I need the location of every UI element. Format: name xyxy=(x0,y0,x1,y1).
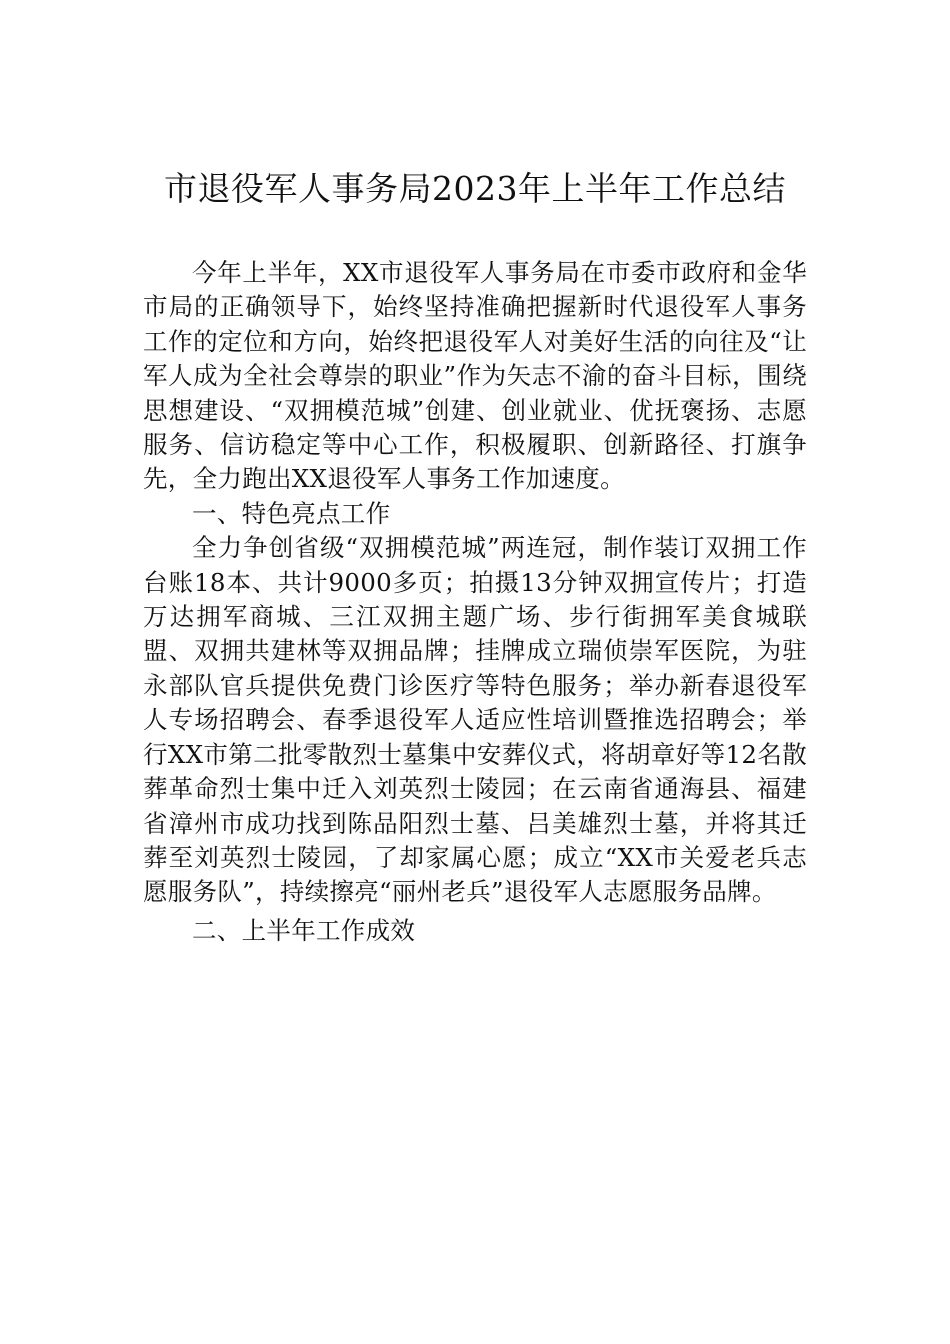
highlights-paragraph: 全力争创省级“双拥模范城”两连冠，制作装订双拥工作台账18本、共计9000多页；拍摄13分钟双拥宣传片；打造万达拥军商城、三江双拥主题广场、步行街拥军美食城联盟、双拥共建林等双拥品牌；挂牌成立瑞侦崇军医院，为驻永部队官兵提供免费门诊医疗等特色服务；举办新春退役军人专场招聘会、春季退役军人适应性培训暨推选招聘会；举行XX市第二批零散烈士墓集中安葬仪式，将胡章好等12名散葬革命烈士集中迁入刘英烈士陵园；在云南省通海县、福建省漳州市成功找到陈品阳烈士墓、吕美雄烈士墓，并将其迁葬至刘英烈士陵园，了却家属心愿；成立“XX市关爱老兵志愿服务队”，持续擦亮“丽州老兵”退役军人志愿服务品牌。 xyxy=(143,533,807,907)
document-title: 市退役军人事务局2023年上半年工作总结 xyxy=(164,169,786,208)
section-heading-results: 二、上半年工作成效 xyxy=(192,915,416,945)
document-body xyxy=(143,256,807,948)
section-heading-highlights: 一、特色亮点工作 xyxy=(192,498,391,528)
intro-paragraph: 今年上半年，XX市退役军人事务局在市委市政府和金华市局的正确领导下，始终坚持准确把握新时代退役军人事务工作的定位和方向，始终把退役军人对美好生活的向往及“让军人成为全社会尊崇的职业”作为矢志不渝的奋斗目标，围绕思想建设、“双拥模范城”创建、创业就业、优抚褒扬、志愿服务、信访稳定等中心工作，积极履职、创新路径、打旗争先，全力跑出XX退役军人事务工作加速度。 xyxy=(143,258,807,494)
